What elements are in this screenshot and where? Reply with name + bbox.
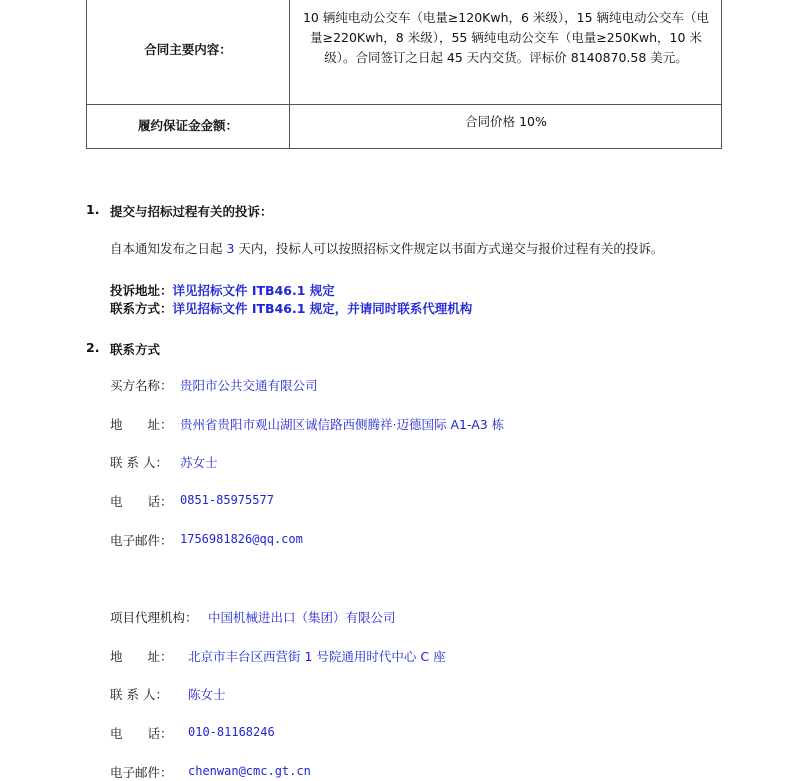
buyer-phone-value: 0851-85975577 [180,493,274,507]
agency-contact-value: 陈女士 [188,687,226,702]
buyer-email-label: 电子邮件： [110,533,173,548]
agency-phone-label: 电 话： [110,726,173,741]
contract-content-value: 10 辆纯电动公交车（电量≥120Kwh，6 米级），15 辆纯电动公交车（电量≥220Kwh，8 米级），55 辆纯电动公交车（电量≥250Kwh，10 米级）。合同签订之日起 45 天内交货。评标价 8140870.58 美元。 [302,10,710,65]
complaint-contact-label: 联系方式： [110,301,173,316]
complaint-address-line [110,281,335,299]
contract-content-label: 合同主要内容： [144,42,232,57]
performance-bond-label: 履约保证金金额： [137,118,238,133]
buyer-address-value: 贵州省贵阳市观山湖区诚信路西侧腾祥·迈德国际 A1-A3 栋 [180,417,505,432]
buyer-name-value: 贵阳市公共交通有限公司 [180,378,318,393]
agency-address-value: 北京市丰台区西营街 1 号院通用时代中心 C 座 [188,649,446,664]
buyer-email-value[interactable]: 1756981826@qq.com [180,532,303,546]
complaint-days: 3 [226,241,235,256]
buyer-address-label: 地 址： [110,417,173,432]
contract-table [86,0,722,149]
complaint-paragraph [110,239,728,259]
buyer-contact-label: 联 系 人： [110,455,168,470]
section-1-number: 1. [86,202,100,217]
table-column-divider [289,0,290,148]
table-row-divider [87,104,721,105]
complaint-address-label: 投诉地址： [110,283,173,298]
buyer-contact-value: 苏女士 [180,455,218,470]
section-2-number: 2. [86,340,100,355]
complaint-address-value: 详见招标文件 ITB46.1 规定 [172,283,335,298]
buyer-name-label: 买方名称： [110,378,173,393]
agency-phone-value: 010-81168246 [188,725,275,739]
agency-email-value[interactable]: chenwan@cmc.gt.cn [188,764,311,778]
complaint-paragraph-suffix: 天内，投标人可以按照招标文件规定以书面方式递交与报价过程有关的投诉。 [234,241,664,256]
section-1-heading: 提交与招标过程有关的投诉： [110,204,273,219]
complaint-contact-line [110,299,472,317]
agency-email-label: 电子邮件： [110,765,173,780]
agency-name-label: 项目代理机构： [110,610,198,625]
complaint-paragraph-prefix: 自本通知发布之日起 [110,241,227,256]
performance-bond-value: 合同价格 10% [465,114,547,129]
section-2-heading: 联系方式 [110,342,161,357]
agency-name-value: 中国机械进出口（集团）有限公司 [208,610,396,625]
complaint-contact-value: 详见招标文件 ITB46.1 规定，并请同时联系代理机构 [172,301,473,316]
agency-contact-label: 联 系 人： [110,687,168,702]
buyer-phone-label: 电 话： [110,494,173,509]
agency-address-label: 地 址： [110,649,173,664]
